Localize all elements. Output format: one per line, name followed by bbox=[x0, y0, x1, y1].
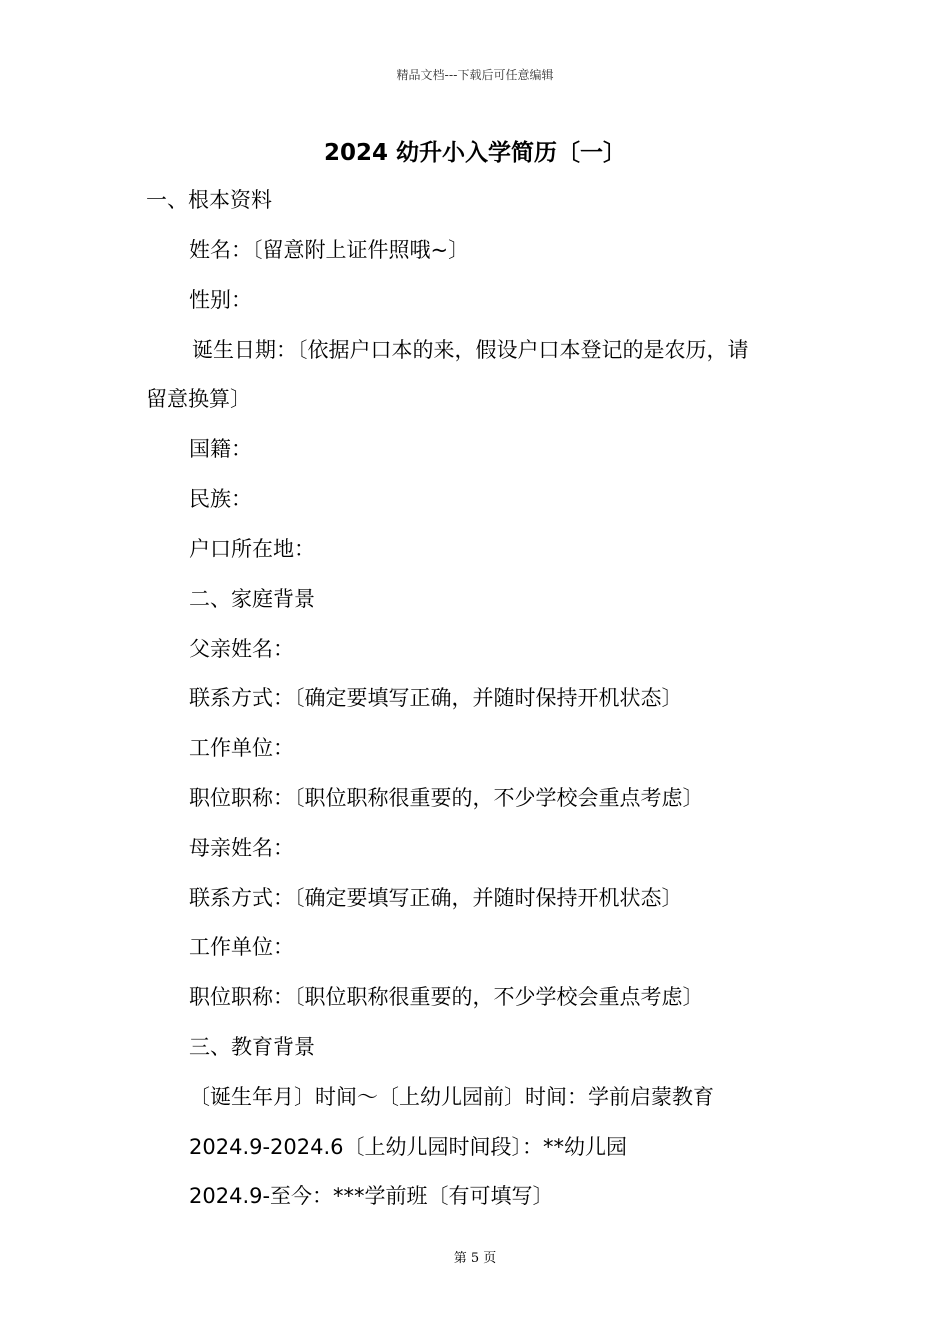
education-entry-early: 〔诞生年月〕时间～〔上幼儿园前〕时间：学前启蒙教育 bbox=[189, 1085, 714, 1109]
field-mother-position: 职位职称：〔职位职称很重要的，不少学校会重点考虑〕 bbox=[189, 985, 704, 1009]
section-heading-basic-info: 一、根本资料 bbox=[146, 188, 272, 212]
field-ethnicity: 民族： bbox=[189, 487, 252, 511]
section-heading-family-background: 二、家庭背景 bbox=[189, 587, 315, 611]
field-mother-contact: 联系方式：〔确定要填写正确，并随时保持开机状态〕 bbox=[189, 886, 683, 910]
field-birth-date-continued: 留意换算〕 bbox=[146, 387, 251, 411]
field-father-position: 职位职称：〔职位职称很重要的，不少学校会重点考虑〕 bbox=[189, 786, 704, 810]
field-household-registration: 户口所在地： bbox=[189, 537, 315, 561]
section-heading-education-background: 三、教育背景 bbox=[189, 1035, 315, 1059]
field-name: 姓名：〔留意附上证件照哦~〕 bbox=[189, 238, 470, 262]
field-father-name: 父亲姓名： bbox=[189, 637, 294, 661]
field-birth-date: 诞生日期：〔依据户口本的来，假设户口本登记的是农历，请 bbox=[192, 338, 749, 362]
field-gender: 性别： bbox=[189, 288, 252, 312]
field-father-employer: 工作单位： bbox=[189, 736, 294, 760]
field-father-contact: 联系方式：〔确定要填写正确，并随时保持开机状态〕 bbox=[189, 686, 683, 710]
education-entry-kindergarten: 2024.9-2024.6〔上幼儿园时间段〕：**幼儿园 bbox=[189, 1135, 628, 1159]
field-mother-employer: 工作单位： bbox=[189, 935, 294, 959]
header-note: 精品文档---下载后可任意编辑 bbox=[396, 68, 554, 82]
field-mother-name: 母亲姓名： bbox=[189, 836, 294, 860]
page-number: 第 5 页 bbox=[453, 1251, 497, 1266]
document-title: 2024 幼升小入学简历〔一〕 bbox=[323, 140, 627, 166]
field-nationality: 国籍： bbox=[189, 437, 252, 461]
education-entry-preschool: 2024.9-至今：***学前班〔有可填写〕 bbox=[189, 1184, 554, 1208]
